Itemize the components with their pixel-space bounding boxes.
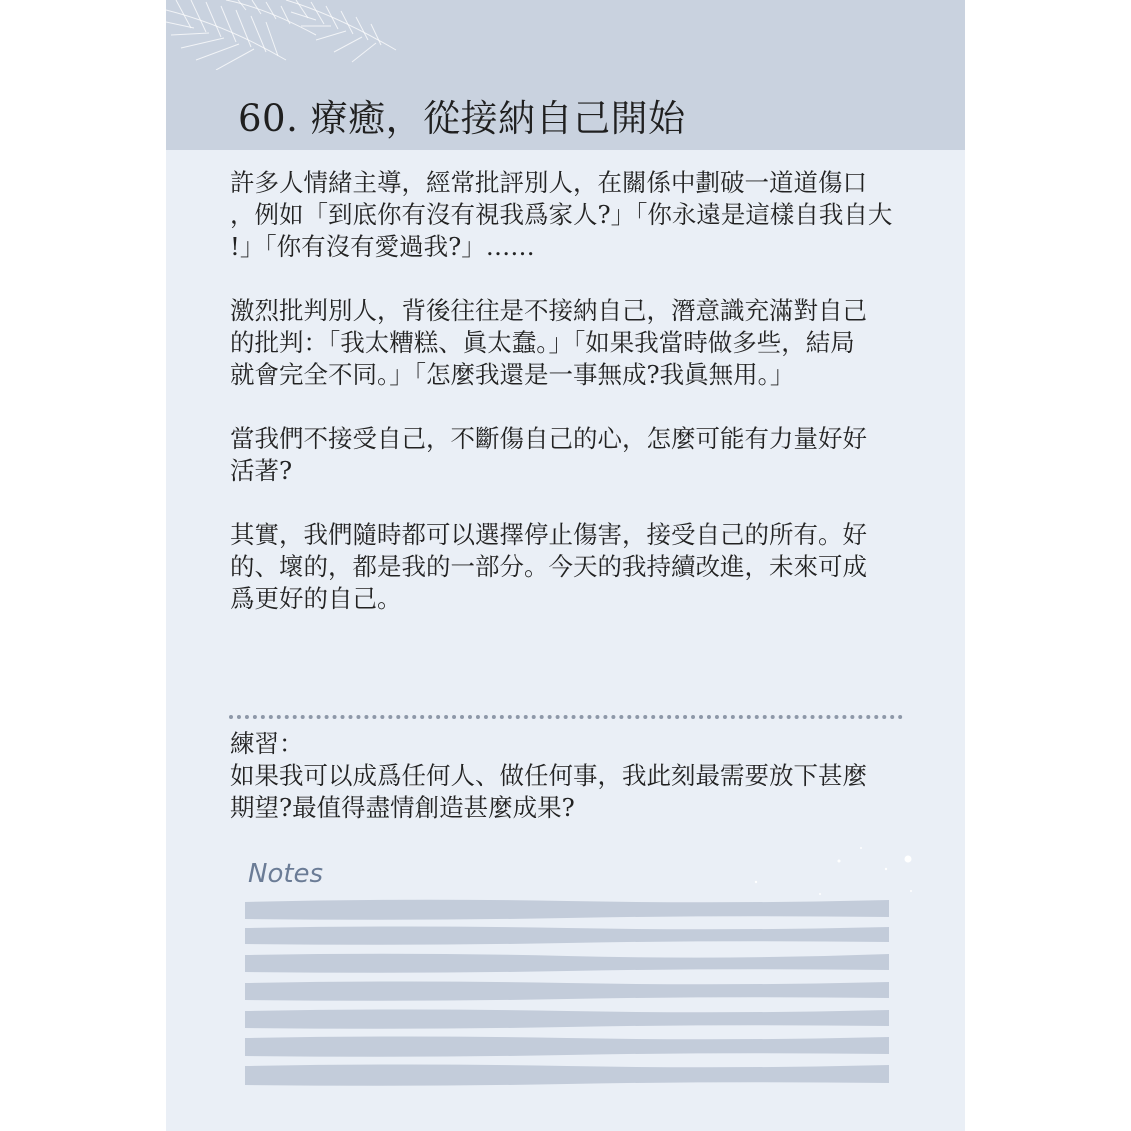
notes-label: Notes (248, 859, 324, 889)
body-text (230, 167, 902, 647)
exercise-label: 練習： (230, 729, 304, 758)
paragraph: 當我們不接受自己，不斷傷自己的心，怎麼可能有力量好好 活著? (230, 424, 867, 485)
paragraph: 激烈批判別人，背後往往是不接納自己，潛意識充滿對自己 的批判：「我太糟糕、眞太蠢。」「如果我當時做多些，結局 就會完全不同。」「怎麼我還是一事無成?我眞無用。」 (230, 296, 867, 389)
paragraph: 其實，我們隨時都可以選擇停止傷害，接受自己的所有。好 的、壞的，都是我的一部分。今天的我持續改進，未來可成 爲更好的自己。 (230, 520, 867, 613)
page-title: 60. 療癒，從接納自己開始 (238, 97, 686, 140)
palm-leaf-icon (166, 0, 406, 70)
exercise-section (230, 728, 902, 824)
paragraph: 許多人情緒主導，經常批評別人，在關係中劃破一道道傷口 ，例如「到底你有沒有視我爲家人?」「你永遠是這樣自我自大 !」「你有沒有愛過我?」…… (230, 168, 893, 261)
dotted-divider (229, 715, 903, 719)
exercise-question: 如果我可以成爲任何人、做任何事，我此刻最需要放下甚麼 期望?最值得盡情創造甚麼成果? (230, 761, 867, 822)
header-band (166, 0, 965, 150)
page (166, 0, 965, 1131)
notes-writing-area[interactable] (245, 895, 889, 1090)
